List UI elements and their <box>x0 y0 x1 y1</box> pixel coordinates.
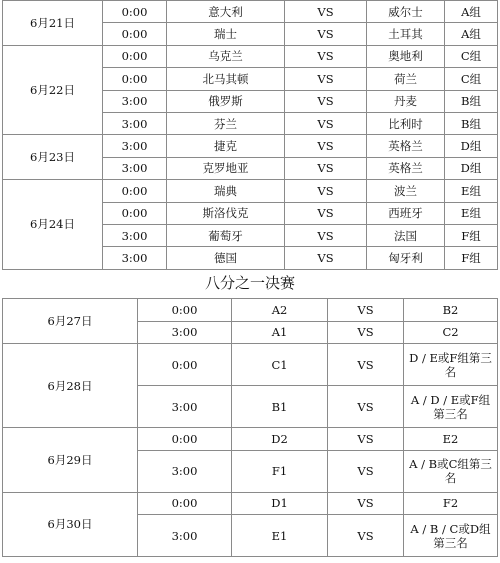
away-team: 威尔士 <box>367 1 445 23</box>
match-date: 6月30日 <box>3 492 138 557</box>
knockout-title: 八分之一决赛 <box>204 274 295 292</box>
group-label: E组 <box>445 180 498 202</box>
table-row <box>3 344 498 386</box>
table-row <box>3 428 498 451</box>
versus-label: VS <box>328 299 404 322</box>
away-team-text: A / D / E或F组第三名 <box>410 392 491 421</box>
match-date: 6月24日 <box>3 180 103 270</box>
versus-label: VS <box>328 321 404 344</box>
home-team: A2 <box>232 299 328 322</box>
versus-label: VS <box>285 180 367 202</box>
versus-label: VS <box>285 135 367 157</box>
home-team: 北马其顿 <box>167 68 285 90</box>
match-time: 0:00 <box>103 1 167 23</box>
versus-label: VS <box>328 515 404 557</box>
versus-label: VS <box>285 90 367 112</box>
away-team: 土耳其 <box>367 23 445 45</box>
home-team: 乌克兰 <box>167 45 285 67</box>
match-date: 6月22日 <box>3 45 103 135</box>
away-team: C2 <box>404 321 498 344</box>
versus-label: VS <box>285 45 367 67</box>
match-time: 3:00 <box>103 247 167 269</box>
table-row <box>3 1 498 23</box>
away-team: 丹麦 <box>367 90 445 112</box>
away-team: 西班牙 <box>367 202 445 224</box>
match-time: 0:00 <box>103 180 167 202</box>
versus-label: VS <box>285 1 367 23</box>
group-label: B组 <box>445 90 498 112</box>
home-team: D1 <box>232 492 328 515</box>
home-team: 俄罗斯 <box>167 90 285 112</box>
match-time: 0:00 <box>138 428 232 451</box>
table-row <box>3 45 498 67</box>
group-label: D组 <box>445 135 498 157</box>
match-time: 0:00 <box>138 299 232 322</box>
home-team: F1 <box>232 450 328 492</box>
home-team: 捷克 <box>167 135 285 157</box>
home-team: C1 <box>232 344 328 386</box>
group-label: C组 <box>445 45 498 67</box>
home-team: D2 <box>232 428 328 451</box>
table-row <box>3 492 498 515</box>
versus-label: VS <box>285 247 367 269</box>
away-team-text: A / B / C或D组第三名 <box>410 521 491 550</box>
match-date: 6月23日 <box>3 135 103 180</box>
match-time: 3:00 <box>138 386 232 428</box>
match-date: 6月27日 <box>3 299 138 344</box>
match-time: 3:00 <box>138 450 232 492</box>
away-team: F2 <box>404 492 498 515</box>
versus-label: VS <box>285 224 367 246</box>
home-team: B1 <box>232 386 328 428</box>
match-time: 3:00 <box>138 321 232 344</box>
table-row <box>3 299 498 322</box>
away-team: 比利时 <box>367 112 445 134</box>
away-team <box>404 386 498 428</box>
knockout-body <box>3 299 498 557</box>
away-team-text: D / E或F组第三名 <box>409 350 492 379</box>
home-team: 葡萄牙 <box>167 224 285 246</box>
home-team: 意大利 <box>167 1 285 23</box>
home-team: 瑞典 <box>167 180 285 202</box>
home-team: 瑞士 <box>167 23 285 45</box>
away-team: B2 <box>404 299 498 322</box>
home-team: A1 <box>232 321 328 344</box>
group-label: D组 <box>445 157 498 179</box>
knockout-table <box>2 298 498 557</box>
match-time: 3:00 <box>103 157 167 179</box>
versus-label: VS <box>328 428 404 451</box>
table-row <box>3 180 498 202</box>
match-time: 0:00 <box>138 344 232 386</box>
match-date: 6月28日 <box>3 344 138 428</box>
match-time: 3:00 <box>103 135 167 157</box>
versus-label: VS <box>285 157 367 179</box>
away-team: 英格兰 <box>367 135 445 157</box>
versus-label: VS <box>328 450 404 492</box>
away-team-text: A / B或C组第三名 <box>409 457 492 485</box>
match-time: 0:00 <box>103 68 167 90</box>
match-date: 6月21日 <box>3 1 103 46</box>
group-stage-body <box>3 1 498 270</box>
match-time: 3:00 <box>138 515 232 557</box>
versus-label: VS <box>328 386 404 428</box>
away-team: 法国 <box>367 224 445 246</box>
group-label: C组 <box>445 68 498 90</box>
match-time: 0:00 <box>138 492 232 515</box>
home-team: 芬兰 <box>167 112 285 134</box>
versus-label: VS <box>285 202 367 224</box>
away-team <box>404 450 498 492</box>
versus-label: VS <box>328 492 404 515</box>
away-team: 波兰 <box>367 180 445 202</box>
group-stage-table <box>2 0 498 270</box>
match-time: 3:00 <box>103 224 167 246</box>
match-time: 3:00 <box>103 112 167 134</box>
match-time: 3:00 <box>103 90 167 112</box>
home-team: E1 <box>232 515 328 557</box>
versus-label: VS <box>328 344 404 386</box>
home-team: 斯洛伐克 <box>167 202 285 224</box>
match-time: 0:00 <box>103 23 167 45</box>
away-team: 匈牙利 <box>367 247 445 269</box>
match-time: 0:00 <box>103 202 167 224</box>
table-row <box>3 135 498 157</box>
group-label: A组 <box>445 1 498 23</box>
match-date: 6月29日 <box>3 428 138 493</box>
home-team: 德国 <box>167 247 285 269</box>
match-time: 0:00 <box>103 45 167 67</box>
versus-label: VS <box>285 112 367 134</box>
home-team: 克罗地亚 <box>167 157 285 179</box>
group-label: F组 <box>445 247 498 269</box>
away-team: 奥地利 <box>367 45 445 67</box>
away-team <box>404 344 498 386</box>
away-team <box>404 515 498 557</box>
away-team: 英格兰 <box>367 157 445 179</box>
away-team: 荷兰 <box>367 68 445 90</box>
versus-label: VS <box>285 68 367 90</box>
group-label: F组 <box>445 224 498 246</box>
versus-label: VS <box>285 23 367 45</box>
group-label: E组 <box>445 202 498 224</box>
group-label: B组 <box>445 112 498 134</box>
away-team: E2 <box>404 428 498 451</box>
group-label: A组 <box>445 23 498 45</box>
